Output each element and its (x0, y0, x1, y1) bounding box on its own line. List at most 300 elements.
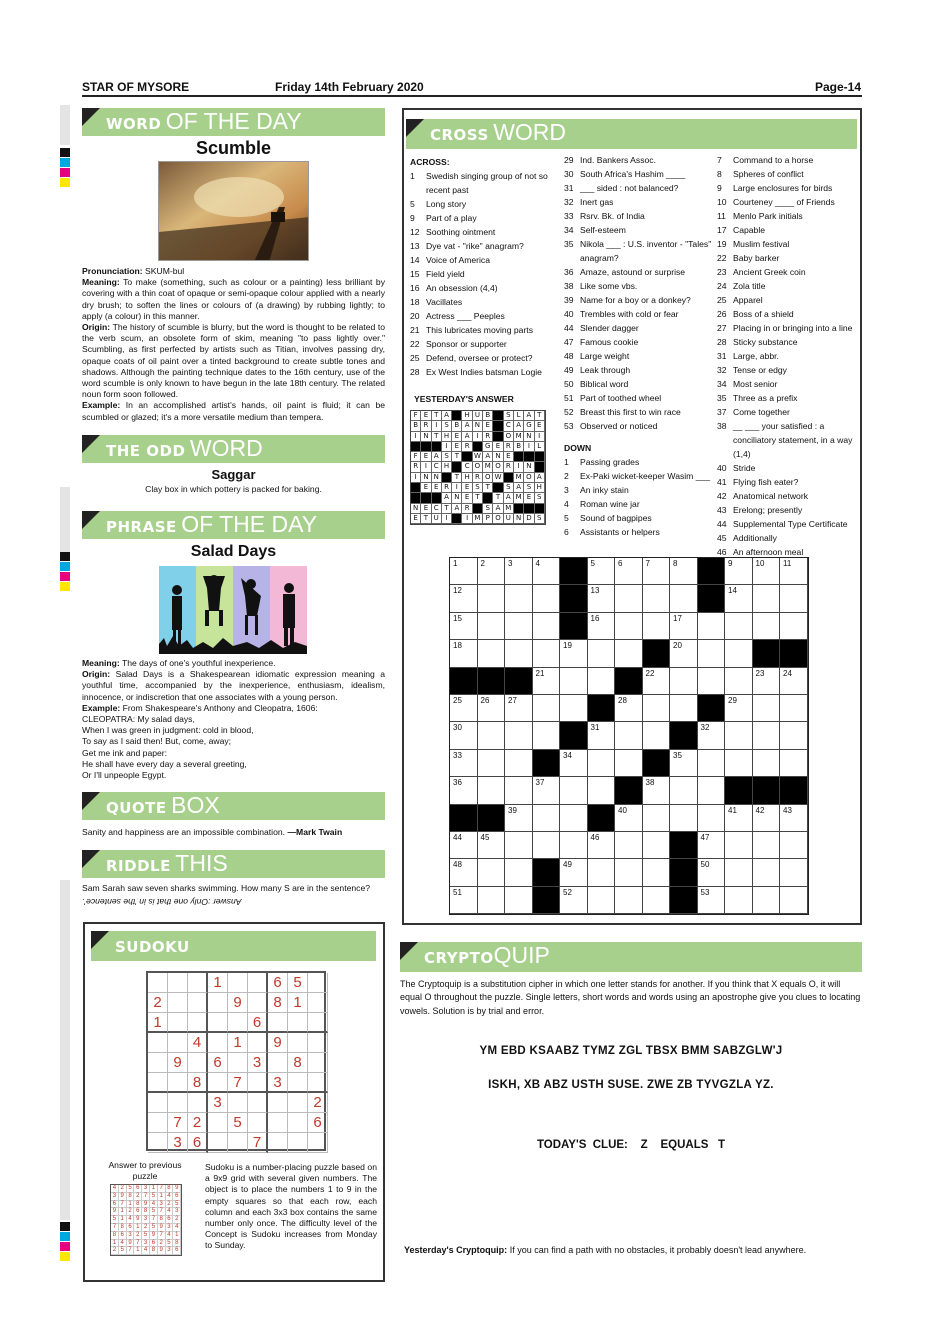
sudoku-cell[interactable]: 3 (208, 1093, 228, 1113)
sudoku-cell[interactable] (288, 1093, 308, 1113)
crossword-cell[interactable]: 13 (588, 585, 616, 612)
sudoku-cell[interactable] (148, 1113, 168, 1133)
sudoku-cell[interactable] (228, 973, 248, 993)
sudoku-cell[interactable]: 6 (308, 1113, 328, 1133)
crossword-cell[interactable]: 5 (588, 558, 616, 585)
sudoku-cell[interactable] (248, 1113, 268, 1133)
sudoku-cell[interactable] (228, 1093, 248, 1113)
sudoku-cell[interactable] (148, 1073, 168, 1093)
crossword-cell[interactable] (780, 887, 808, 914)
clue-text: Nikola ___ : U.S. inventor - "Tales" anagram? (580, 239, 712, 263)
crossword-cell[interactable] (725, 832, 753, 859)
sudoku-cell[interactable] (308, 993, 328, 1013)
sudoku-cell[interactable] (148, 1033, 168, 1053)
riddle-question: Sam Sarah saw seven sharks swimming. How many S are in the sentence? (82, 883, 371, 893)
sudoku-cell[interactable]: 5 (228, 1113, 248, 1133)
crossword-cell[interactable]: 46 (588, 832, 616, 859)
banner-large-text: WORD (493, 119, 567, 145)
clue-number: 44 (717, 519, 727, 529)
crossword-cell[interactable] (670, 585, 698, 612)
crossword-cell[interactable] (725, 640, 753, 667)
sudoku-cell[interactable] (288, 1013, 308, 1033)
black-square (670, 887, 698, 914)
crossword-cell[interactable] (505, 887, 533, 914)
sudoku-cell[interactable]: 8 (188, 1073, 208, 1093)
crossword-cell[interactable] (505, 777, 533, 804)
crossword-cell[interactable] (698, 805, 726, 832)
crossword-cell[interactable] (670, 668, 698, 695)
crossword-cell[interactable]: 2 (478, 558, 506, 585)
answer-cell: E (421, 452, 431, 462)
crossword-cell[interactable]: 48 (450, 859, 478, 886)
color-swatch-yellow (60, 178, 70, 187)
crossword-cell[interactable] (753, 695, 781, 722)
crossword-cell[interactable]: 29 (725, 695, 753, 722)
answer-cell: O (493, 514, 503, 524)
sudoku-cell[interactable] (308, 1133, 328, 1153)
crossword-cell[interactable] (753, 722, 781, 749)
sudoku-cell[interactable]: 8 (288, 1053, 308, 1073)
black-square (670, 859, 698, 886)
sudoku-cell[interactable]: 7 (228, 1073, 248, 1093)
answer-cell (452, 514, 462, 524)
crossword-cell[interactable] (698, 777, 726, 804)
sudoku-cell[interactable] (248, 993, 268, 1013)
sudoku-cell[interactable] (248, 1033, 268, 1053)
crossword-cell[interactable]: 33 (450, 750, 478, 777)
crossword-cell[interactable] (753, 585, 781, 612)
sudoku-cell[interactable] (148, 1053, 168, 1073)
crossword-cell[interactable]: 10 (753, 558, 781, 585)
crossword-cell[interactable] (725, 887, 753, 914)
crossword-cell[interactable]: 12 (450, 585, 478, 612)
sudoku-cell[interactable] (168, 1073, 188, 1093)
crossword-cell[interactable]: 4 (533, 558, 561, 585)
sudoku-cell[interactable] (168, 1013, 188, 1033)
sudoku-cell[interactable]: 5 (288, 973, 308, 993)
sudoku-cell[interactable] (188, 1053, 208, 1073)
crossword-cell[interactable] (615, 585, 643, 612)
answer-digit: 3 (158, 1201, 166, 1209)
clue-number: 1 (410, 171, 415, 181)
clue-number: 25 (717, 295, 727, 305)
clue-number: 35 (564, 239, 574, 249)
answer-cell (462, 452, 472, 462)
answer-cell: N (493, 452, 503, 462)
answer-digit: 4 (166, 1208, 174, 1216)
sudoku-cell[interactable] (248, 1093, 268, 1113)
yesterday-answer-grid (410, 410, 546, 525)
crossword-cell[interactable] (698, 640, 726, 667)
sudoku-cell[interactable] (188, 993, 208, 1013)
crossword-cell[interactable] (615, 722, 643, 749)
crossword-cell[interactable] (560, 805, 588, 832)
clue-spacer (564, 433, 712, 439)
clue-number: 31 (717, 351, 727, 361)
crossword-cell[interactable] (533, 613, 561, 640)
banner-large-text: WORD (189, 435, 263, 461)
clue-row (564, 223, 712, 237)
issue-date: Friday 14th February 2020 (275, 80, 424, 94)
crossword-cell[interactable] (478, 777, 506, 804)
crossword-cell[interactable] (698, 613, 726, 640)
crossword-cell[interactable] (560, 695, 588, 722)
sudoku-cell[interactable]: 9 (168, 1053, 188, 1073)
crossword-cell[interactable] (780, 585, 808, 612)
answer-cell: U (432, 514, 442, 524)
crossword-cell[interactable] (753, 859, 781, 886)
crossword-cell[interactable] (698, 668, 726, 695)
crossword-cell[interactable] (780, 722, 808, 749)
crossword-cell[interactable] (615, 859, 643, 886)
sudoku-cell[interactable] (168, 1033, 188, 1053)
crossword-cell[interactable] (478, 887, 506, 914)
answer-cell (514, 504, 524, 514)
sudoku-cell[interactable] (228, 1133, 248, 1153)
crossword-cell[interactable] (478, 613, 506, 640)
crossword-cell[interactable]: 9 (725, 558, 753, 585)
crossword-cell[interactable]: 44 (450, 832, 478, 859)
sudoku-cell[interactable]: 2 (148, 993, 168, 1013)
clue-row (410, 309, 555, 323)
sudoku-cell[interactable]: 6 (208, 1053, 228, 1073)
clue-text: Leak through (580, 365, 631, 375)
sudoku-cell[interactable] (288, 1133, 308, 1153)
crossword-cell[interactable] (753, 750, 781, 777)
answer-digit: 1 (134, 1247, 142, 1255)
crossword-cell[interactable] (560, 777, 588, 804)
crossword-cell[interactable]: 51 (450, 887, 478, 914)
crossword-cell[interactable] (588, 777, 616, 804)
clue-number: 48 (564, 351, 574, 361)
sudoku-cell[interactable] (288, 1073, 308, 1093)
crossword-cell[interactable] (478, 859, 506, 886)
crossword-cell[interactable]: 23 (753, 668, 781, 695)
sudoku-cell[interactable] (208, 1013, 228, 1033)
sudoku-cell[interactable] (268, 1013, 288, 1033)
sudoku-cell[interactable]: 1 (148, 1013, 168, 1033)
crossword-cell[interactable]: 39 (505, 805, 533, 832)
crossword-cell[interactable] (753, 887, 781, 914)
crossword-cell[interactable]: 38 (643, 777, 671, 804)
crossword-cell[interactable] (560, 668, 588, 695)
crossword-cell[interactable] (698, 750, 726, 777)
crossword-cell[interactable] (643, 722, 671, 749)
crossword-cell[interactable]: 49 (560, 859, 588, 886)
clue-text: Dye vat - "rike" anagram? (426, 241, 524, 251)
crossword-cell[interactable] (560, 832, 588, 859)
crossword-cell[interactable] (643, 613, 671, 640)
sudoku-cell[interactable] (268, 1133, 288, 1153)
clue-row (564, 377, 712, 391)
answer-cell: T (473, 493, 483, 503)
answer-cell: A (504, 493, 514, 503)
crossword-cell[interactable]: 21 (533, 668, 561, 695)
crossword-cell[interactable] (615, 887, 643, 914)
sudoku-cell[interactable]: 6 (268, 973, 288, 993)
crossword-cell[interactable]: 18 (450, 640, 478, 667)
crossword-cell[interactable] (670, 805, 698, 832)
crossword-cell[interactable] (725, 668, 753, 695)
sudoku-cell[interactable] (208, 1133, 228, 1153)
sudoku-cell[interactable] (208, 993, 228, 1013)
crossword-cell[interactable] (643, 585, 671, 612)
answer-cell: R (473, 473, 483, 483)
clue-number: 20 (410, 311, 420, 321)
crossword-cell[interactable]: 31 (588, 722, 616, 749)
sudoku-cell[interactable] (228, 1013, 248, 1033)
sudoku-cell[interactable] (208, 1113, 228, 1133)
crossword-cell[interactable] (753, 832, 781, 859)
clue-row (410, 197, 555, 211)
clue-text: Inert gas (580, 197, 614, 207)
crossword-cell[interactable] (588, 887, 616, 914)
clue-number: 13 (410, 241, 420, 251)
clue-text: Long story (426, 199, 467, 209)
crossword-cell[interactable] (505, 640, 533, 667)
crossword-cell[interactable]: 11 (780, 558, 808, 585)
clue-text: Passing grades (580, 457, 640, 467)
crossword-cell[interactable] (643, 832, 671, 859)
sudoku-cell[interactable]: 9 (228, 993, 248, 1013)
crossword-cell[interactable] (478, 722, 506, 749)
crossword-cell[interactable] (588, 668, 616, 695)
crossword-cell[interactable] (643, 859, 671, 886)
answer-cell: C (432, 504, 442, 514)
sudoku-cell[interactable] (208, 1033, 228, 1053)
answer-cell (535, 462, 545, 472)
sudoku-grid[interactable] (146, 971, 326, 1151)
crossword-cell[interactable]: 41 (725, 805, 753, 832)
crossword-cell[interactable] (533, 832, 561, 859)
crossword-cell[interactable] (643, 695, 671, 722)
answer-cell (514, 452, 524, 462)
sudoku-cell[interactable] (188, 1093, 208, 1113)
sudoku-cell[interactable] (268, 1093, 288, 1113)
sudoku-cell[interactable] (168, 993, 188, 1013)
crossword-cell[interactable]: 47 (698, 832, 726, 859)
crossword-cell[interactable]: 42 (753, 805, 781, 832)
crossword-cell[interactable] (780, 859, 808, 886)
sudoku-cell[interactable] (288, 1113, 308, 1133)
crossword-cell[interactable] (533, 695, 561, 722)
crossword-cell[interactable]: 24 (780, 668, 808, 695)
crossword-cell[interactable] (643, 887, 671, 914)
crossword-cell[interactable]: 53 (698, 887, 726, 914)
crossword-cell[interactable] (505, 585, 533, 612)
sudoku-cell[interactable] (228, 1053, 248, 1073)
crossword-cell[interactable] (478, 585, 506, 612)
sudoku-cell[interactable]: 3 (268, 1073, 288, 1093)
quote-line: Or I'll unpeople Egypt. (82, 770, 167, 781)
crossword-cell[interactable]: 20 (670, 640, 698, 667)
black-square (643, 750, 671, 777)
black-square (560, 585, 588, 612)
answer-digit: 3 (127, 1232, 135, 1240)
answer-digit: 6 (111, 1201, 119, 1209)
crossword-cell[interactable] (615, 750, 643, 777)
clue-text: Additionally (733, 533, 777, 543)
crossword-cell[interactable] (505, 832, 533, 859)
clue-row (717, 475, 862, 489)
answer-cell: T (432, 432, 442, 442)
crossword-grid[interactable] (449, 557, 809, 915)
sudoku-cell[interactable] (168, 973, 188, 993)
sudoku-cell[interactable] (148, 973, 168, 993)
crossword-cell[interactable] (670, 695, 698, 722)
crossword-cell[interactable]: 25 (450, 695, 478, 722)
clue-row (717, 237, 862, 251)
clue-row (564, 525, 712, 539)
crossword-cell[interactable]: 19 (560, 640, 588, 667)
crossword-cell[interactable]: 36 (450, 777, 478, 804)
crossword-cell[interactable] (533, 585, 561, 612)
answer-cell: E (483, 421, 493, 431)
sudoku-cell[interactable] (148, 1133, 168, 1153)
crossword-cell[interactable]: 26 (478, 695, 506, 722)
crossword-cell[interactable] (533, 640, 561, 667)
sudoku-cell[interactable]: 7 (168, 1113, 188, 1133)
answer-cell: S (535, 493, 545, 503)
crossword-cell[interactable]: 15 (450, 613, 478, 640)
sudoku-cell[interactable] (208, 1073, 228, 1093)
crossword-cell[interactable]: 52 (560, 887, 588, 914)
crossword-cell[interactable] (615, 613, 643, 640)
sudoku-cell[interactable]: 3 (168, 1133, 188, 1153)
crossword-cell[interactable] (478, 750, 506, 777)
answer-cell: I (442, 442, 452, 452)
crossword-cell[interactable]: 22 (643, 668, 671, 695)
crossword-cell[interactable] (533, 805, 561, 832)
crossword-cell[interactable] (505, 859, 533, 886)
banner-large-text: OF THE DAY (165, 108, 302, 134)
sudoku-cell[interactable] (268, 1053, 288, 1073)
crossword-cell[interactable]: 28 (615, 695, 643, 722)
crossword-cell[interactable] (588, 859, 616, 886)
clue-number: 2 (564, 471, 569, 481)
crossword-cell[interactable] (505, 722, 533, 749)
crossword-cell[interactable]: 40 (615, 805, 643, 832)
sudoku-cell[interactable] (308, 1033, 328, 1053)
answer-cell (432, 493, 442, 503)
crossword-cell[interactable] (780, 613, 808, 640)
sudoku-cell[interactable]: 6 (248, 1013, 268, 1033)
black-square (533, 859, 561, 886)
black-square (725, 777, 753, 804)
sudoku-cell[interactable]: 1 (288, 993, 308, 1013)
crossword-cell[interactable] (725, 613, 753, 640)
sudoku-cell[interactable]: 8 (268, 993, 288, 1013)
answer-cell (535, 452, 545, 462)
sudoku-banner (91, 931, 376, 961)
sudoku-cell[interactable] (188, 973, 208, 993)
crossword-cell[interactable]: 27 (505, 695, 533, 722)
crossword-cell[interactable] (588, 640, 616, 667)
crossword-cell[interactable]: 6 (615, 558, 643, 585)
crossword-cell[interactable] (753, 613, 781, 640)
answer-cell (432, 442, 442, 452)
sudoku-cell[interactable] (308, 1013, 328, 1033)
crossword-cell[interactable] (615, 832, 643, 859)
sudoku-cell[interactable] (248, 973, 268, 993)
sudoku-cell[interactable] (148, 1093, 168, 1113)
sudoku-cell[interactable]: 3 (248, 1053, 268, 1073)
clue-number: 43 (717, 505, 727, 515)
crossword-cell[interactable] (780, 695, 808, 722)
sudoku-cell[interactable]: 2 (308, 1093, 328, 1113)
crossword-cell[interactable]: 14 (725, 585, 753, 612)
crossword-cell[interactable] (725, 722, 753, 749)
sudoku-cell[interactable]: 2 (188, 1113, 208, 1133)
crossword-cell[interactable]: 8 (670, 558, 698, 585)
sudoku-cell[interactable]: 4 (188, 1033, 208, 1053)
black-square (780, 640, 808, 667)
crossword-cell[interactable]: 35 (670, 750, 698, 777)
answer-digit: 8 (134, 1201, 142, 1209)
sudoku-cell[interactable] (308, 1073, 328, 1093)
sudoku-cell[interactable]: 1 (208, 973, 228, 993)
sudoku-cell[interactable] (308, 1053, 328, 1073)
crossword-cell[interactable] (780, 750, 808, 777)
crossword-cell[interactable] (725, 859, 753, 886)
crossword-cell[interactable]: 7 (643, 558, 671, 585)
crossword-cell[interactable] (615, 640, 643, 667)
sudoku-cell[interactable]: 9 (268, 1033, 288, 1053)
clue-row (564, 307, 712, 321)
answer-cell: E (452, 432, 462, 442)
sudoku-cell[interactable] (188, 1013, 208, 1033)
crossword-cell[interactable] (780, 832, 808, 859)
clue-row (564, 497, 712, 511)
crossword-cell[interactable]: 16 (588, 613, 616, 640)
crossword-cell[interactable] (670, 777, 698, 804)
clue-number: 52 (564, 407, 574, 417)
crossword-cell[interactable] (725, 750, 753, 777)
crossword-cell[interactable] (588, 750, 616, 777)
crossword-cell[interactable]: 32 (698, 722, 726, 749)
crossword-cell[interactable]: 34 (560, 750, 588, 777)
sudoku-cell[interactable]: 7 (248, 1133, 268, 1153)
answer-cell (411, 442, 421, 452)
crossword-cell[interactable] (505, 750, 533, 777)
crossword-cell[interactable]: 17 (670, 613, 698, 640)
sudoku-cell[interactable]: 1 (228, 1033, 248, 1053)
crossword-cell[interactable] (505, 613, 533, 640)
crossword-cell[interactable] (478, 640, 506, 667)
crossword-cell[interactable]: 1 (450, 558, 478, 585)
crossword-cell[interactable]: 3 (505, 558, 533, 585)
answer-cell: N (411, 504, 421, 514)
crossword-cell[interactable]: 50 (698, 859, 726, 886)
crossword-cell[interactable]: 37 (533, 777, 561, 804)
crossword-cell[interactable] (533, 722, 561, 749)
sudoku-cell[interactable] (308, 973, 328, 993)
answer-cell: S (442, 421, 452, 431)
sudoku-cell[interactable] (248, 1073, 268, 1093)
sudoku-cell[interactable]: 6 (188, 1133, 208, 1153)
crossword-cell[interactable]: 30 (450, 722, 478, 749)
crossword-cell[interactable]: 45 (478, 832, 506, 859)
crossword-cell[interactable] (643, 805, 671, 832)
sudoku-cell[interactable] (168, 1093, 188, 1113)
clue-number: 11 (717, 211, 726, 221)
crossword-cell[interactable]: 43 (780, 805, 808, 832)
clue-row (564, 167, 712, 181)
sudoku-cell[interactable] (268, 1113, 288, 1133)
sudoku-cell[interactable] (288, 1033, 308, 1053)
answer-digit: 3 (142, 1240, 150, 1248)
answer-cell (473, 504, 483, 514)
